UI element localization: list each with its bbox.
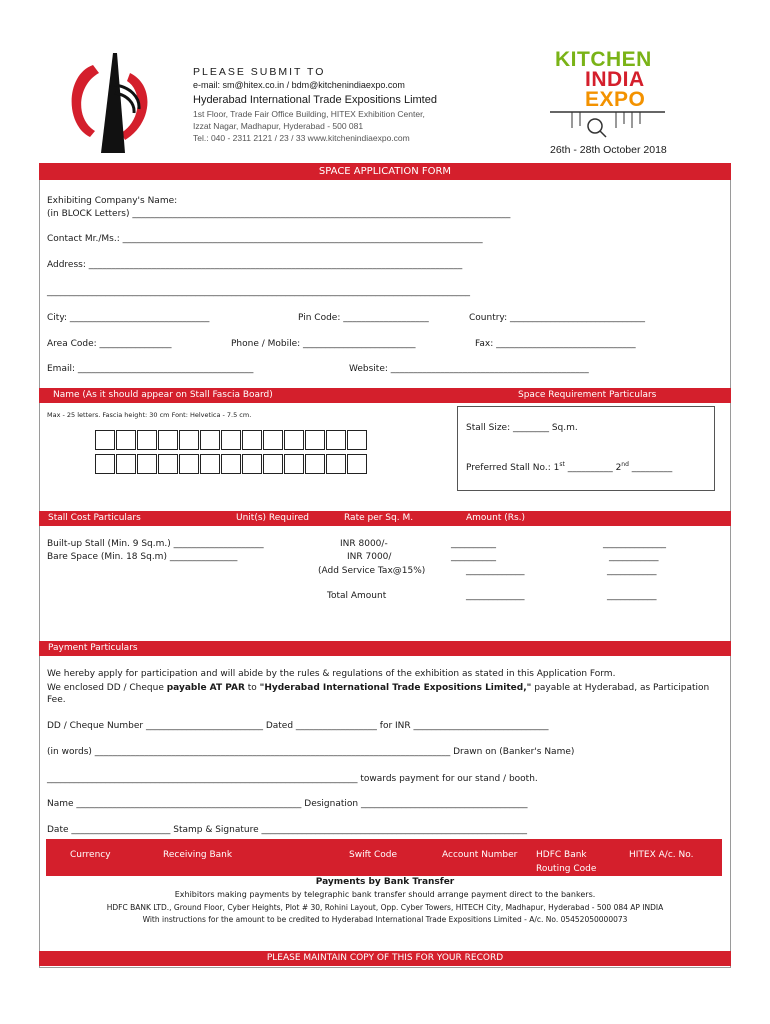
section-bar-fascia-space [39, 388, 731, 403]
declaration-part-3: payable at Hyderabad, as Participation [531, 683, 710, 693]
space-heading: Space Requirement Particulars [518, 390, 657, 400]
preferred-stall-field[interactable] [466, 461, 672, 473]
letter-box[interactable] [116, 454, 136, 474]
country-field[interactable]: Country: ______________________________ [469, 313, 645, 323]
org-address-1: 1st Floor, Trade Fair Office Building, HITEX Exhibition Center, [193, 109, 425, 119]
letter-box[interactable] [326, 454, 346, 474]
declaration-payee: "Hyderabad International Trade Expositions Limited," [259, 683, 532, 693]
date-signature-field[interactable]: Date ______________________ Stamp & Signature ___________________________________________________________ [47, 825, 527, 835]
fascia-note: Max - 25 letters. Fascia height: 30 cm Font: Helvetica - 7.5 cm. [47, 411, 252, 419]
city-field[interactable]: City: _______________________________ [47, 313, 210, 323]
col-units: Unit(s) Required [236, 513, 309, 523]
col-hdfc-bank: HDFC Bank [536, 850, 587, 860]
declaration-part-1: We enclosed DD / Cheque [47, 683, 167, 693]
fascia-letter-grid[interactable] [95, 430, 367, 474]
letter-box[interactable] [200, 454, 220, 474]
bank-transfer-title: Payments by Bank Transfer [315, 877, 455, 887]
org-name: Hyderabad International Trade Expositions Limted [193, 94, 437, 106]
form-title-text: SPACE APPLICATION FORM [318, 166, 452, 177]
col-currency: Currency [70, 850, 111, 860]
amount-total[interactable]: _____________ [466, 591, 525, 601]
preferred-stall-choice-1: __________ 2 [564, 463, 622, 473]
amount-in-words-field[interactable]: (in words) _______________________________________________________________________________ Drawn on (Banker's Name) [47, 747, 575, 757]
amount-col2-bare[interactable]: ___________ [609, 552, 659, 562]
company-label: Exhibiting Company's Name: [47, 196, 178, 206]
built-up-stall-field[interactable]: Built-up Stall (Min. 9 Sq.m.) ____________________ [47, 539, 264, 549]
col-hitex-account: HITEX A/c. No. [629, 850, 694, 860]
hitex-logo [55, 45, 165, 155]
letter-box[interactable] [95, 430, 115, 450]
letter-box[interactable] [284, 430, 304, 450]
fascia-heading: Name (As it should appear on Stall Fascia Board) [53, 390, 273, 400]
payment-header [39, 641, 731, 656]
bare-space-field[interactable]: Bare Space (Min. 18 Sq.m) _______________ [47, 552, 238, 562]
letter-box[interactable] [263, 430, 283, 450]
footer-text: PLEASE MAINTAIN COPY OF THIS FOR YOUR RECORD [266, 953, 504, 963]
col-routing-code: Routing Code [536, 864, 597, 874]
letter-box[interactable] [284, 454, 304, 474]
company-name-field[interactable]: (in BLOCK Letters) ____________________________________________________________________________________ [47, 209, 511, 219]
amount-bare[interactable]: __________ [451, 552, 496, 562]
col-swift-code: Swift Code [349, 850, 398, 860]
letter-box[interactable] [305, 430, 325, 450]
letter-box[interactable] [347, 430, 367, 450]
bank-transfer-line-3: With instructions for the amount to be credited to Hyderabad International Trade Expositions Limited - A/c. No. 05452050000073 [142, 915, 628, 924]
letter-box[interactable] [242, 454, 262, 474]
logo-word-kitchen: KITCHEN [555, 48, 652, 71]
contact-email: e-mail: sm@hitex.co.in / bdm@kitchenindiaexpo.com [193, 80, 405, 90]
kitchen-india-expo-logo [550, 50, 670, 140]
rate-built-up: INR 8000/- [340, 539, 388, 549]
amount-tax[interactable]: _____________ [466, 566, 525, 576]
stall-size-field[interactable]: Stall Size: ________ Sq.m. [466, 423, 578, 433]
org-address-2: Izzat Nagar, Madhapur, Hyderabad - 500 081 [193, 121, 364, 131]
bank-table-header [46, 839, 722, 876]
letter-box[interactable] [179, 430, 199, 450]
footer-bar [39, 951, 731, 966]
address-line-2-field[interactable]: ______________________________________________________________________________________________ [47, 287, 470, 297]
payment-declaration-2 [47, 683, 709, 693]
logo-word-india: INDIA [585, 68, 645, 91]
col-account-number: Account Number [442, 850, 518, 860]
expo-dates: 26th - 28th October 2018 [550, 144, 667, 156]
amount-built-up[interactable]: __________ [451, 539, 496, 549]
letter-box[interactable] [158, 454, 178, 474]
letter-box[interactable] [95, 454, 115, 474]
col-receiving-bank: Receiving Bank [163, 850, 233, 860]
service-tax: (Add Service Tax@15%) [318, 566, 426, 576]
rate-bare: INR 7000/ [347, 552, 392, 562]
preferred-stall-sup-1: st [559, 461, 565, 468]
letter-box[interactable] [347, 454, 367, 474]
stall-cost-header [39, 511, 731, 526]
letter-box[interactable] [263, 454, 283, 474]
preferred-stall-choice-2: _________ [628, 463, 673, 473]
bank-transfer-line-1: Exhibitors making payments by telegraphic bank transfer should arrange payment direct to the bankers. [174, 890, 596, 899]
website-field[interactable]: Website: ____________________________________________ [349, 364, 589, 374]
preferred-stall-label: Preferred Stall No.: 1 [466, 463, 560, 473]
logo-word-expo: EXPO [585, 88, 646, 111]
letter-box[interactable] [242, 430, 262, 450]
total-amount-label: Total Amount [327, 591, 387, 601]
area-code-field[interactable]: Area Code: ________________ [47, 339, 172, 349]
letter-box[interactable] [137, 430, 157, 450]
col-stall-cost: Stall Cost Particulars [48, 513, 141, 523]
payment-declaration-1: We hereby apply for participation and will abide by the rules & regulations of the exhibition as stated in this Application Form. [47, 669, 616, 679]
phone-field[interactable]: Phone / Mobile: _________________________ [231, 339, 416, 349]
email-field[interactable]: Email: _______________________________________ [47, 364, 254, 374]
letter-box[interactable] [200, 430, 220, 450]
letter-box[interactable] [221, 454, 241, 474]
letter-box[interactable] [326, 430, 346, 450]
letter-box[interactable] [116, 430, 136, 450]
letter-box[interactable] [221, 430, 241, 450]
form-title [39, 163, 731, 180]
banker-name-field[interactable]: _____________________________________________________________________ towards payment for our stand / booth. [47, 774, 538, 784]
bank-transfer-line-2: HDFC BANK LTD., Ground Floor, Cyber Heights, Plot # 30, Rohini Layout, Opp. Cyber Towers, HITECH City, Madhapur, Hyderabad - 500 084 AP INDIA [106, 903, 664, 912]
name-designation-field[interactable]: Name __________________________________________________ Designation _____________________________________ [47, 799, 528, 809]
letter-box[interactable] [137, 454, 157, 474]
declaration-part-2: to [244, 683, 260, 693]
fax-field[interactable]: Fax: _______________________________ [475, 339, 636, 349]
space-requirement-box [457, 406, 715, 491]
col-amount: Amount (Rs.) [466, 513, 526, 523]
amount-col2-total[interactable]: ___________ [607, 591, 657, 601]
submit-to: PLEASE SUBMIT TO [193, 66, 326, 78]
pin-code-field[interactable]: Pin Code: ___________________ [298, 313, 429, 323]
payment-heading: Payment Particulars [48, 643, 138, 653]
letter-box[interactable] [305, 454, 325, 474]
utensils-icon [550, 108, 665, 138]
letter-box[interactable] [179, 454, 199, 474]
letter-box[interactable] [158, 430, 178, 450]
org-contact: Tel.: 040 - 2311 2121 / 23 / 33 www.kitchenindiaexpo.com [193, 133, 410, 143]
address-field[interactable]: Address: ___________________________________________________________________________________ [47, 260, 463, 270]
payment-declaration-3: Fee. [47, 695, 66, 705]
declaration-at-par: payable AT PAR [166, 683, 245, 693]
preferred-stall-sup-2: nd [621, 461, 629, 468]
amount-col2-tax[interactable]: ___________ [607, 566, 657, 576]
col-rate: Rate per Sq. M. [344, 513, 414, 523]
contact-person-field[interactable]: Contact Mr./Ms.: ________________________________________________________________________________ [47, 234, 483, 244]
amount-col2-built-up[interactable]: ______________ [603, 539, 666, 549]
dd-cheque-field[interactable]: DD / Cheque Number __________________________ Dated __________________ for INR ______________________________ [47, 721, 549, 731]
